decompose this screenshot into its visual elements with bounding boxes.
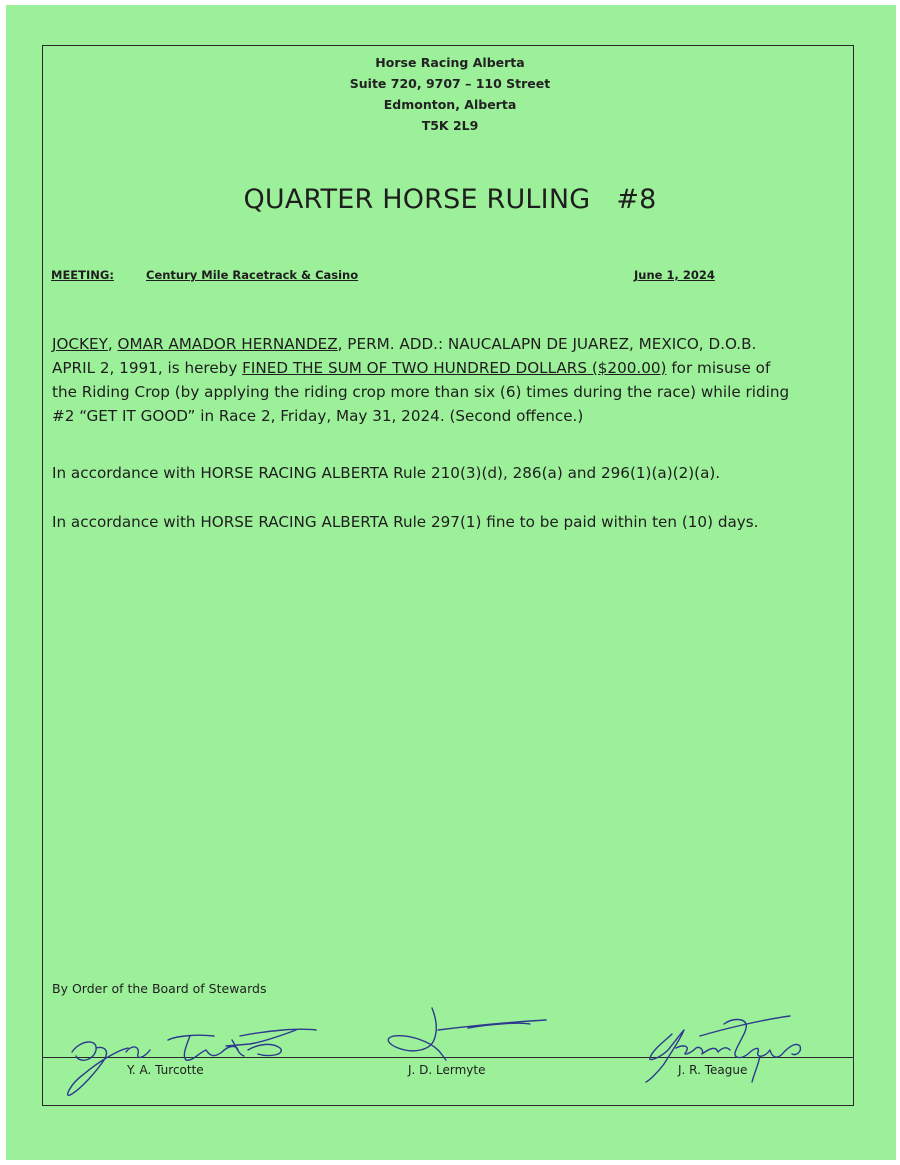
steward-name-teague: J. R. Teague (678, 1063, 748, 1077)
steward-name-lermyte: J. D. Lermyte (408, 1063, 486, 1077)
org-address-city: Edmonton, Alberta (383, 97, 517, 112)
ruling-line: the Riding Crop (by applying the riding crop more than six (6) times during the race) while riding (52, 383, 790, 401)
ruling-number: #8 (616, 184, 657, 215)
signature-lermyte (388, 1008, 546, 1060)
ruling-text: APRIL 2, 1991, is hereby (52, 359, 243, 377)
jockey-name: OMAR AMADOR HERNANDEZ (117, 335, 338, 353)
ruling-line: #2 “GET IT GOOD” in Race 2, Friday, May 31, 2024. (Second offence.) (52, 407, 584, 425)
meeting-venue: Century Mile Racetrack & Casino (146, 268, 359, 282)
org-name: Horse Racing Alberta (375, 55, 525, 70)
jockey-label: JOCKEY (52, 335, 108, 353)
org-address-postal: T5K 2L9 (421, 118, 479, 133)
meeting-date: June 1, 2024 (634, 268, 715, 282)
org-address-street: Suite 720, 9707 – 110 Street (349, 76, 551, 91)
ruling-text: for misuse of (666, 359, 771, 377)
accordance-rule-1: In accordance with HORSE RACING ALBERTA Rule 210(3)(d), 286(a) and 296(1)(a)(2)(a). (52, 464, 721, 482)
board-order: By Order of the Board of Stewards (52, 981, 267, 996)
fine-amount: FINED THE SUM OF TWO HUNDRED DOLLARS ($200.00) (242, 359, 667, 377)
meeting-label: MEETING: (51, 268, 114, 282)
accordance-rule-2: In accordance with HORSE RACING ALBERTA Rule 297(1) fine to be paid within ten (10) days. (52, 513, 759, 531)
ruling-title-text: QUARTER HORSE RULING (243, 184, 591, 215)
steward-name-turcotte: Y. A. Turcotte (127, 1063, 204, 1077)
ruling-text: , PERM. ADD.: NAUCALAPN DE JUAREZ, MEXICO, D.O.B. (337, 335, 757, 353)
ruling-text: , (107, 335, 118, 353)
